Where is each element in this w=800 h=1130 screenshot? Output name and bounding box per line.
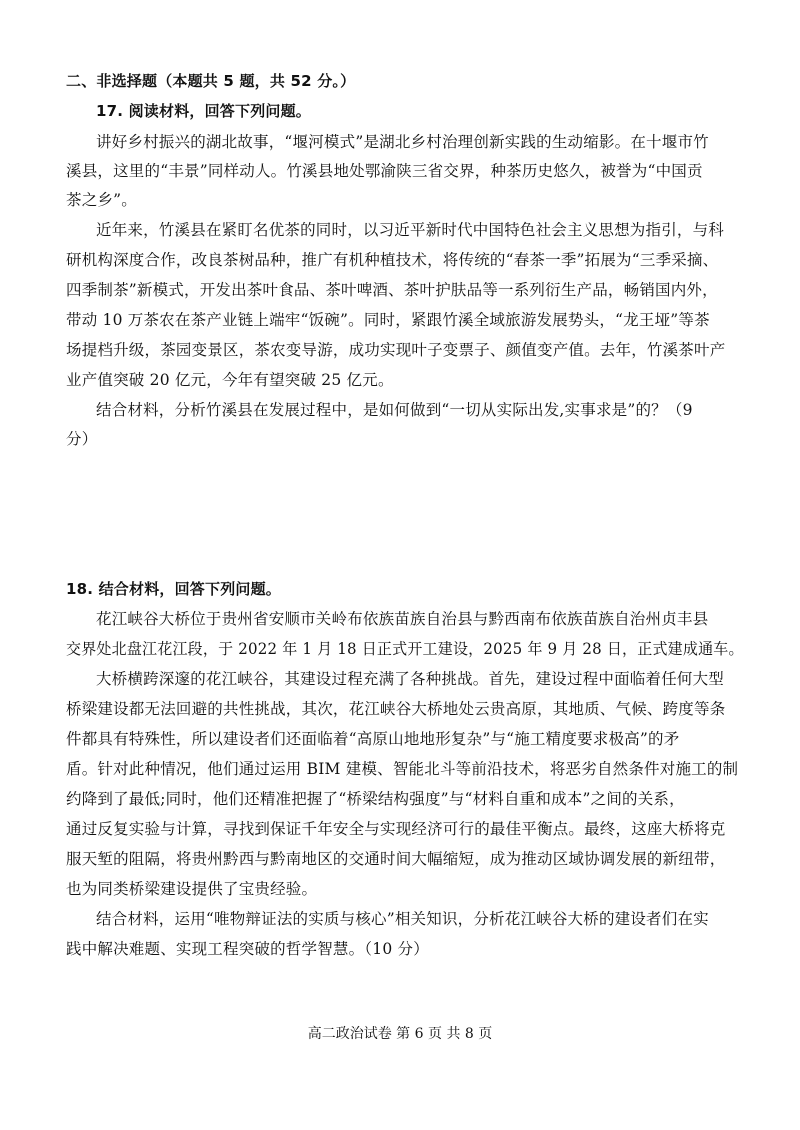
q18-p2-line-2: 桥梁建设都无法回避的共性挑战，其次，花江峡谷大桥地处云贵高原，其地质、气候、跨度等条 (66, 700, 726, 718)
q17-p1-line-1: 讲好乡村振兴的湖北故事，“堰河模式”是湖北乡村治理创新实践的生动缩影。在十堰市竹 (96, 133, 709, 151)
q17-p2-line-4: 带动 10 万茶农在茶产业链上端牢“饭碗”。同时，紧跟竹溪全域旅游发展势头，“龙王垭”等茶 (66, 311, 710, 329)
q17-p2-line-2: 研机构深度合作，改良茶树品种，推广有机种植技术，将传统的“春茶一季”拓展为“三季采摘、 (66, 251, 719, 269)
q17-title: 17. 阅读材料，回答下列问题。 (96, 102, 311, 120)
q17-p2-line-3: 四季制茶”新模式，开发出茶叶食品、茶叶啤酒、茶叶护肤品等一系列衍生产品，畅销国内外， (66, 281, 718, 299)
q17-question-line-1: 结合材料，分析竹溪县在发展过程中，是如何做到“一切从实际出发,实事求是”的？（9 (96, 401, 693, 419)
section-heading: 二、非选择题（本题共 5 题，共 52 分。） (66, 72, 356, 90)
q18-question-line-2: 践中解决难题、实现工程突破的哲学智慧。（10 分） (66, 940, 429, 958)
q18-p2-line-7: 服天堑的阻隔，将贵州黔西与黔南地区的交通时间大幅缩短，成为推动区域协调发展的新纽带， (66, 850, 726, 868)
q18-p2-line-5: 约降到了最低;同时，他们还精准把握了“桥梁结构强度”与“材料自重和成本”之间的关系， (66, 790, 685, 808)
q17-p2-line-5: 场提档升级，茶园变景区，茶农变导游，成功实现叶子变票子、颜值变产值。去年，竹溪茶叶产 (66, 341, 726, 359)
q17-p1-line-2: 溪县，这里的“丰景”同样动人。竹溪县地处鄂渝陕三省交界，种茶历史悠久，被誉为“中国贡 (66, 162, 703, 180)
q18-p2-line-6: 通过反复实验与计算，寻找到保证千年安全与实现经济可行的最佳平衡点。最终，这座大桥将克 (66, 820, 726, 838)
q18-title: 18. 结合材料，回答下列问题。 (66, 580, 281, 598)
q18-question-line-1: 结合材料，运用“唯物辩证法的实质与核心”相关知识，分析花江峡谷大桥的建设者们在实 (96, 910, 709, 928)
q18-p2-line-8: 也为同类桥梁建设提供了宝贵经验。 (66, 880, 318, 898)
q18-p2-line-1: 大桥横跨深邃的花江峡谷，其建设过程充满了各种挑战。首先，建设过程中面临着任何大型 (96, 670, 725, 688)
q17-question-line-2: 分） (66, 430, 98, 448)
q17-p2-line-6: 业产值突破 20 亿元，今年有望突破 25 亿元。 (66, 371, 394, 389)
q18-p2-line-4: 盾。针对此种情况，他们通过运用 BIM 建模、智能北斗等前沿技术，将恶劣自然条件对施工的制 (66, 760, 739, 778)
q18-p1-line-2: 交界处北盘江花江段，于 2022 年 1 月 18 日正式开工建设，2025 年 9 月 28 日，正式建成通车。 (66, 640, 744, 658)
q18-p2-line-3: 件都具有特殊性，所以建设者们还面临着“高原山地地形复杂”与“施工精度要求极高”的矛 (66, 730, 680, 748)
q17-p2-line-1: 近年来，竹溪县在紧盯名优茶的同时，以习近平新时代中国特色社会主义思想为指引，与科 (96, 221, 725, 239)
q17-p1-line-3: 茶之乡”。 (66, 191, 137, 209)
page-footer: 高二政治试卷 第 6 页 共 8 页 (307, 1026, 493, 1042)
q18-p1-line-1: 花江峡谷大桥位于贵州省安顺市关岭布依族苗族自治县与黔西南布依族苗族自治州贞丰县 (96, 610, 709, 628)
